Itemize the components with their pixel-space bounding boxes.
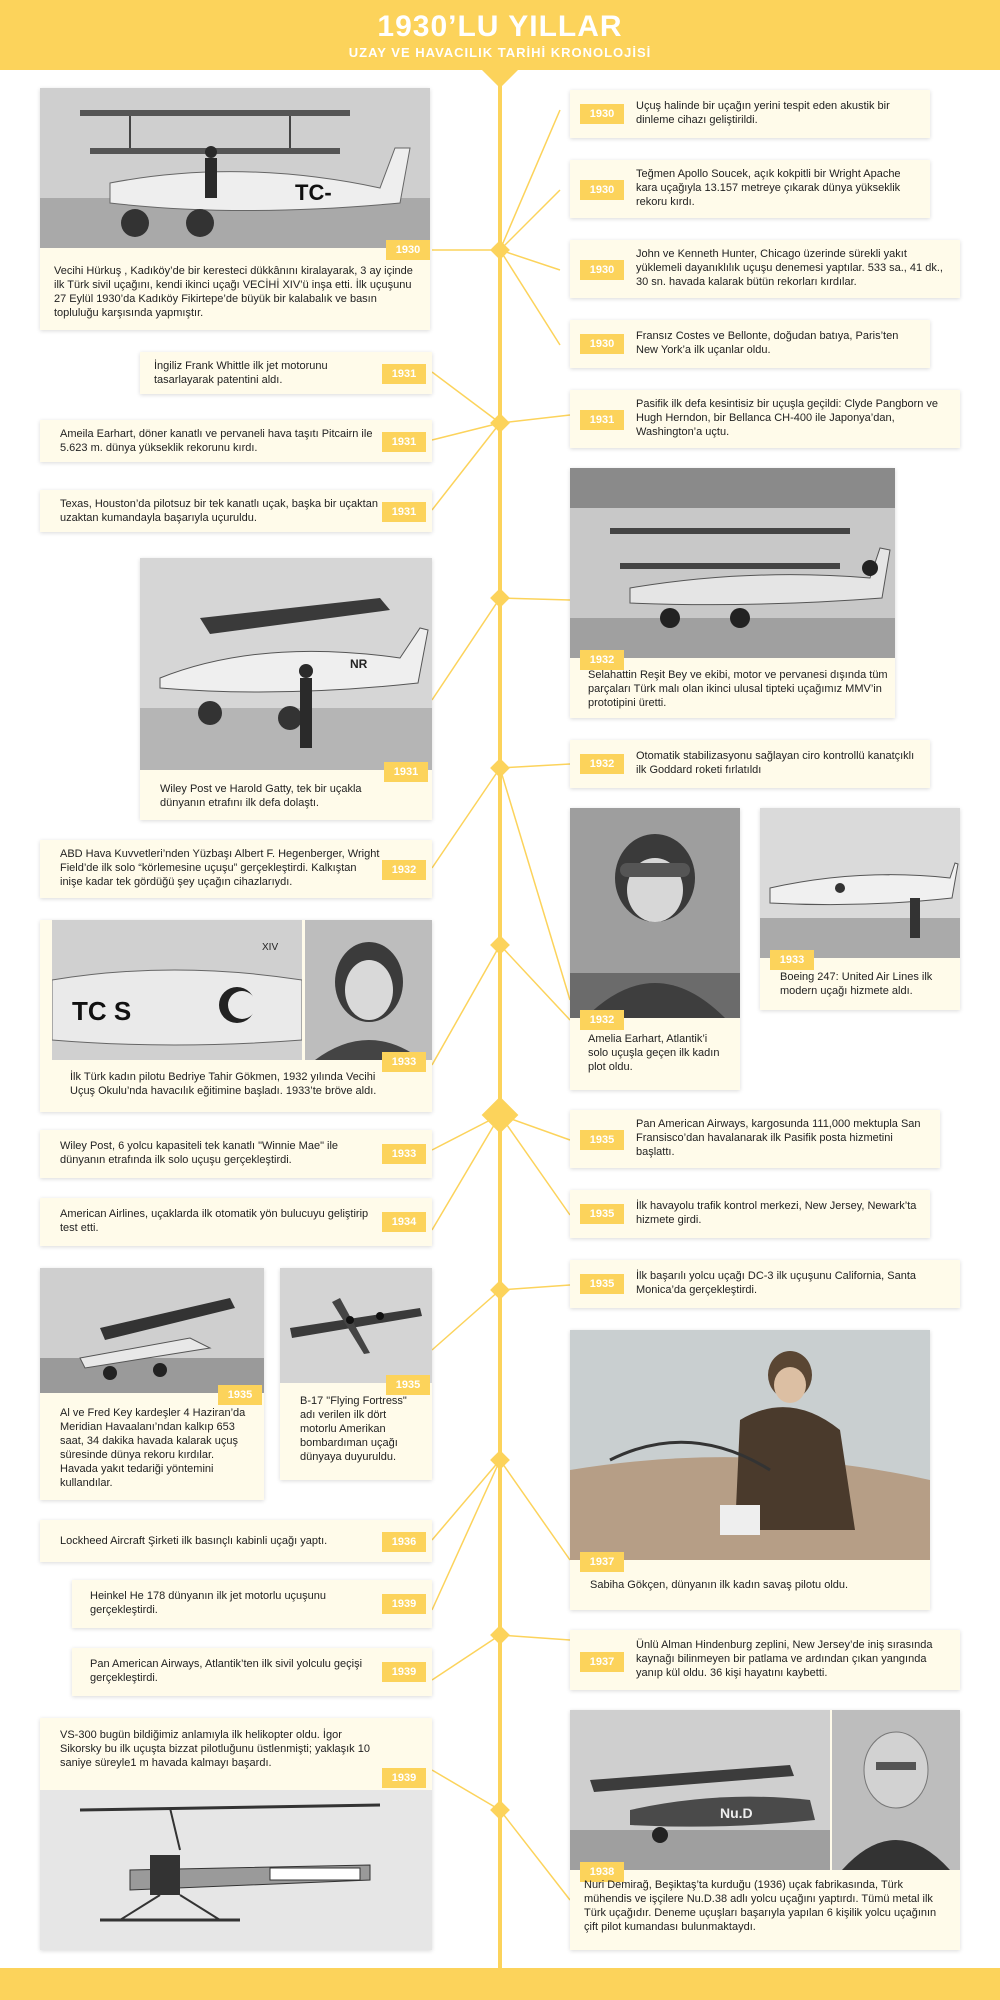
event-text: Lockheed Aircraft Şirketi ilk basınçlı kabinli uçağı yaptı.: [60, 1535, 328, 1547]
year-badge: 1932: [382, 860, 426, 880]
event-card-1931-houston: [40, 490, 432, 532]
event-card-1930-costes: [570, 320, 930, 368]
event-text: Pan American Airways, Atlantik’ten ilk sivil yolculu geçişi gerçekleştirdi.: [90, 1658, 363, 1684]
event-card-1932-hegenberger: [40, 840, 432, 898]
event-card-1935-newark: [570, 1190, 930, 1238]
year-badge: 1931: [580, 410, 624, 430]
year-badge: 1930: [580, 104, 624, 124]
monoplane-photo: [140, 558, 432, 770]
year-badge: 1938: [580, 1862, 624, 1882]
year-badge: 1935: [580, 1274, 624, 1294]
event-card-1934-american-airlines: [40, 1198, 432, 1246]
helicopter-photo: [40, 1790, 432, 1950]
event-text: Al ve Fred Key kardeşler 4 Haziran’da Meridian Havaalanı’ndan kalkıp 653 saat, 34 dakika havada kalarak uçuş süresinde dünya rekoru kırdılar. Havada yakıt tedariği yöntemini kullandılar.: [60, 1407, 246, 1489]
year-badge: 1935: [218, 1385, 262, 1405]
portrait-photo: [305, 920, 432, 1060]
year-badge: 1931: [382, 502, 426, 522]
event-text: ABD Hava Kuvvetleri’nden Yüzbaşı Albert F. Hegenberger, Wright Field’de ilk solo “körlemesine uçuşu” gerçekleştirdi. Kalkıştan inişe kadar tek gördüğü şey uçağın cihazlarıydı.: [60, 848, 380, 888]
event-card-1930-acoustic: [570, 90, 930, 138]
event-card-1931-wiley-post: [140, 558, 432, 820]
event-text: B-17 "Flying Fortress" adı verilen ilk dört motorlu Amerikan bombardıman uçağı dünyaya duyuruldu.: [300, 1395, 407, 1463]
event-card-1930-hunter: [570, 240, 960, 298]
b17-bomber-photo: [280, 1268, 432, 1383]
plane-model-text: XIV: [262, 942, 279, 953]
event-text: Heinkel He 178 dünyanın ilk jet motorlu uçuşunu gerçekleştirdi.: [90, 1590, 327, 1616]
year-badge: 1935: [580, 1130, 624, 1150]
plane-registration-text: NR: [350, 657, 368, 671]
event-card-1930-vecihi: [40, 88, 430, 330]
event-text: Pasifik ilk defa kesintisiz bir uçuşla geçildi: Clyde Pangborn ve Hugh Herndon, bir Bellanca CH-400 ile Japonya’dan, Washington’a uçtu.: [636, 398, 939, 438]
year-badge: 1935: [580, 1204, 624, 1224]
event-card-1935-b17: [280, 1268, 432, 1480]
event-text: Vecihi Hürkuş , Kadıköy’de bir keresteci dükkânını kiralayarak, 3 ay içinde ilk Türk sivil uçağını, kendi ikinci uçağı VECİHİ XIV’ü inşa etti. İlk uçuşunu 27 Eylül 1930’da Kadıköy Fikirtepe’de büyük bir kalabalık ve basın topluluğu karşısında yapmıştır.: [54, 265, 413, 319]
plane-registration-text: Nu.D: [720, 1805, 753, 1821]
year-badge: 1936: [382, 1532, 426, 1552]
event-text: American Airlines, uçaklarda ilk otomatik yön bulucuyu geliştirip test etti.: [60, 1208, 369, 1234]
hangar-biplane-photo: [570, 468, 895, 658]
event-card-1935-key-brothers: [40, 1268, 264, 1500]
event-card-1932-earhart-atlantic: [570, 808, 740, 1090]
event-text: John ve Kenneth Hunter, Chicago üzerinde sürekli yakıt yüklemeli dayanıklılık uçuşu denemesi yaptılar. 533 sa., 41 dk., 30 sn. havada kalarak bütün rekorları kırdılar.: [636, 248, 943, 288]
refueling-plane-photo: [40, 1268, 264, 1393]
event-card-1933-winnie-mae: [40, 1130, 432, 1178]
event-text: Fransız Costes ve Bellonte, doğudan batıya, Paris’ten New York’a ilk uçanlar oldu.: [636, 330, 899, 356]
event-card-1938-demirag: [570, 1710, 960, 1950]
event-card-1939-vs300: [40, 1718, 432, 1950]
year-badge: 1931: [382, 432, 426, 452]
year-badge: 1930: [580, 334, 624, 354]
year-badge: 1933: [770, 950, 814, 970]
year-badge: 1930: [386, 240, 430, 260]
event-text: Otomatik stabilizasyonu sağlayan ciro kontrollü kanatçıklı ilk Goddard roketi fırlatıldı: [636, 750, 915, 776]
plane-registration-text: TC S: [72, 996, 132, 1026]
event-card-1933-bedriye: [40, 920, 432, 1112]
year-badge: 1934: [382, 1212, 426, 1232]
year-badge: 1935: [386, 1375, 430, 1395]
event-card-1935-dc3: [570, 1260, 960, 1308]
page-subtitle: UZAY VE HAVACILIK TARİHİ KRONOLOJİSİ: [348, 45, 652, 60]
event-card-1931-pacific: [570, 390, 960, 448]
year-badge: 1933: [382, 1144, 426, 1164]
footer-banner: [0, 1968, 1000, 2000]
event-text: VS-300 bugün bildiğimiz anlamıyla ilk helikopter oldu. İgor Sikorsky bu ilk uçuşta bizzat pilotluğunu üstlenmişti; yaklaşık 10 saniye süreyle1 m havada kalmayı başardı.: [60, 1729, 370, 1769]
nud38-plane-photo: [570, 1710, 830, 1870]
year-badge: 1939: [382, 1662, 426, 1682]
event-text: Teğmen Apollo Soucek, açık kokpitli bir Wright Apache kara uçağıyla 13.157 metreye çıkarak dünya yükseklik rekoru kırdı.: [636, 168, 901, 208]
tc-plane-photo: [52, 920, 302, 1060]
event-text: Sabiha Gökçen, dünyanın ilk kadın savaş pilotu oldu.: [590, 1579, 849, 1591]
event-card-1937-sabiha: [570, 1330, 930, 1610]
event-card-1931-whittle: [140, 352, 432, 394]
event-card-1939-heinkel: [72, 1580, 432, 1628]
event-text: Pan American Airways, kargosunda 111,000 mektupla San Fransisco’dan havalanarak ilk Pasifik posta hizmetini başlattı.: [636, 1118, 921, 1158]
earhart-portrait-photo: [570, 808, 740, 1018]
event-text: Amelia Earhart, Atlantik’i solo uçuşla geçen ilk kadın plot oldu.: [588, 1033, 720, 1073]
event-card-1937-hindenburg: [570, 1630, 960, 1690]
year-badge: 1937: [580, 1652, 624, 1672]
event-text: Texas, Houston’da pilotsuz bir tek kanatlı uçak, başka bir uçaktan uzaktan kumandayla başarıyla uçuruldu.: [60, 498, 378, 524]
event-text: Nuri Demirağ, Beşiktaş’ta kurduğu (1936) uçak fabrikasında, Türk mühendis ve işçilere Nu.D.38 adlı yolcu uçağını yaptırdı. Tümü metal ilk Türk uçağıdır. Deneme uçuşları başarıyla yapılan 6 kişilik yolcu uçağının çift pilot kumandası bulunmaktaydı.: [584, 1879, 937, 1933]
event-card-1936-lockheed: [40, 1520, 432, 1562]
year-badge: 1930: [580, 180, 624, 200]
year-badge: 1939: [382, 1768, 426, 1788]
year-badge: 1933: [382, 1052, 426, 1072]
event-text: İlk havayolu trafik kontrol merkezi, New Jersey, Newark’ta hizmete girdi.: [636, 1200, 917, 1226]
event-text: Ünlü Alman Hindenburg zeplini, New Jersey’de iniş sırasında kaynağı bilinmeyen bir patlama ve ardından çıkan yangında yanıp kül oldu. 36 kişi hayatını kaybetti.: [636, 1639, 933, 1679]
event-card-1932-goddard: [570, 740, 930, 788]
event-card-1933-boeing247: [760, 808, 960, 1010]
year-badge: 1930: [580, 260, 624, 280]
event-text: Uçuş halinde bir uçağın yerini tespit eden akustik bir dinleme cihazı geliştirildi.: [636, 100, 890, 126]
plane-registration-text: TC-: [295, 180, 332, 205]
event-card-1932-mmv: [570, 468, 895, 718]
page-title: 1930’LU YILLAR: [377, 10, 623, 43]
event-text: İngiliz Frank Whittle ilk jet motorunu tasarlayarak patentini aldı.: [154, 360, 328, 386]
year-badge: 1932: [580, 650, 624, 670]
event-text: Wiley Post, 6 yolcu kapasiteli tek kanatlı "Winnie Mae" ile dünyanın etrafında ilk solo uçuşu gerçekleştirdi.: [60, 1140, 339, 1166]
boeing247-photo: [760, 808, 960, 958]
event-card-1935-pan-am-mail: [570, 1110, 940, 1168]
year-badge: 1937: [580, 1552, 624, 1572]
year-badge: 1932: [580, 1010, 624, 1030]
year-badge: 1939: [382, 1594, 426, 1614]
year-badge: 1932: [580, 754, 624, 774]
year-badge: 1931: [384, 762, 428, 782]
biplane-photo: [40, 88, 430, 248]
demirag-portrait-photo: [832, 1710, 960, 1870]
event-text: İlk Türk kadın pilotu Bedriye Tahir Gökmen, 1932 yılında Vecihi Uçuş Okulu’nda havacılık eğitimine başladı. 1933’te bröve aldı.: [70, 1071, 377, 1097]
sabiha-cockpit-photo: [570, 1330, 930, 1560]
event-text: Boeing 247: United Air Lines ilk modern uçağı hizmete aldı.: [780, 971, 933, 997]
event-text: Selahattin Reşit Bey ve ekibi, motor ve pervanesi dışında tüm parçaları Türk malı olan ikinci ulusal tipteki uçağımız MMV’in prototipini üretti.: [588, 669, 888, 709]
year-badge: 1931: [382, 364, 426, 384]
event-text: İlk başarılı yolcu uçağı DC-3 ilk uçuşunu California, Santa Monica’da gerçekleştirdi.: [636, 1270, 917, 1296]
event-text: Ameila Earhart, döner kanatlı ve pervaneli hava taşıtı Pitcairn ile 5.623 m. dünya yükseklik rekorunu kırdı.: [60, 428, 373, 454]
event-text: Wiley Post ve Harold Gatty, tek bir uçakla dünyanın etrafını ilk defa dolaştı.: [160, 783, 362, 809]
event-card-1931-earhart-pitcairn: [40, 420, 432, 462]
event-card-1930-soucek: [570, 160, 930, 218]
event-card-1939-pan-am-atlantic: [72, 1648, 432, 1696]
